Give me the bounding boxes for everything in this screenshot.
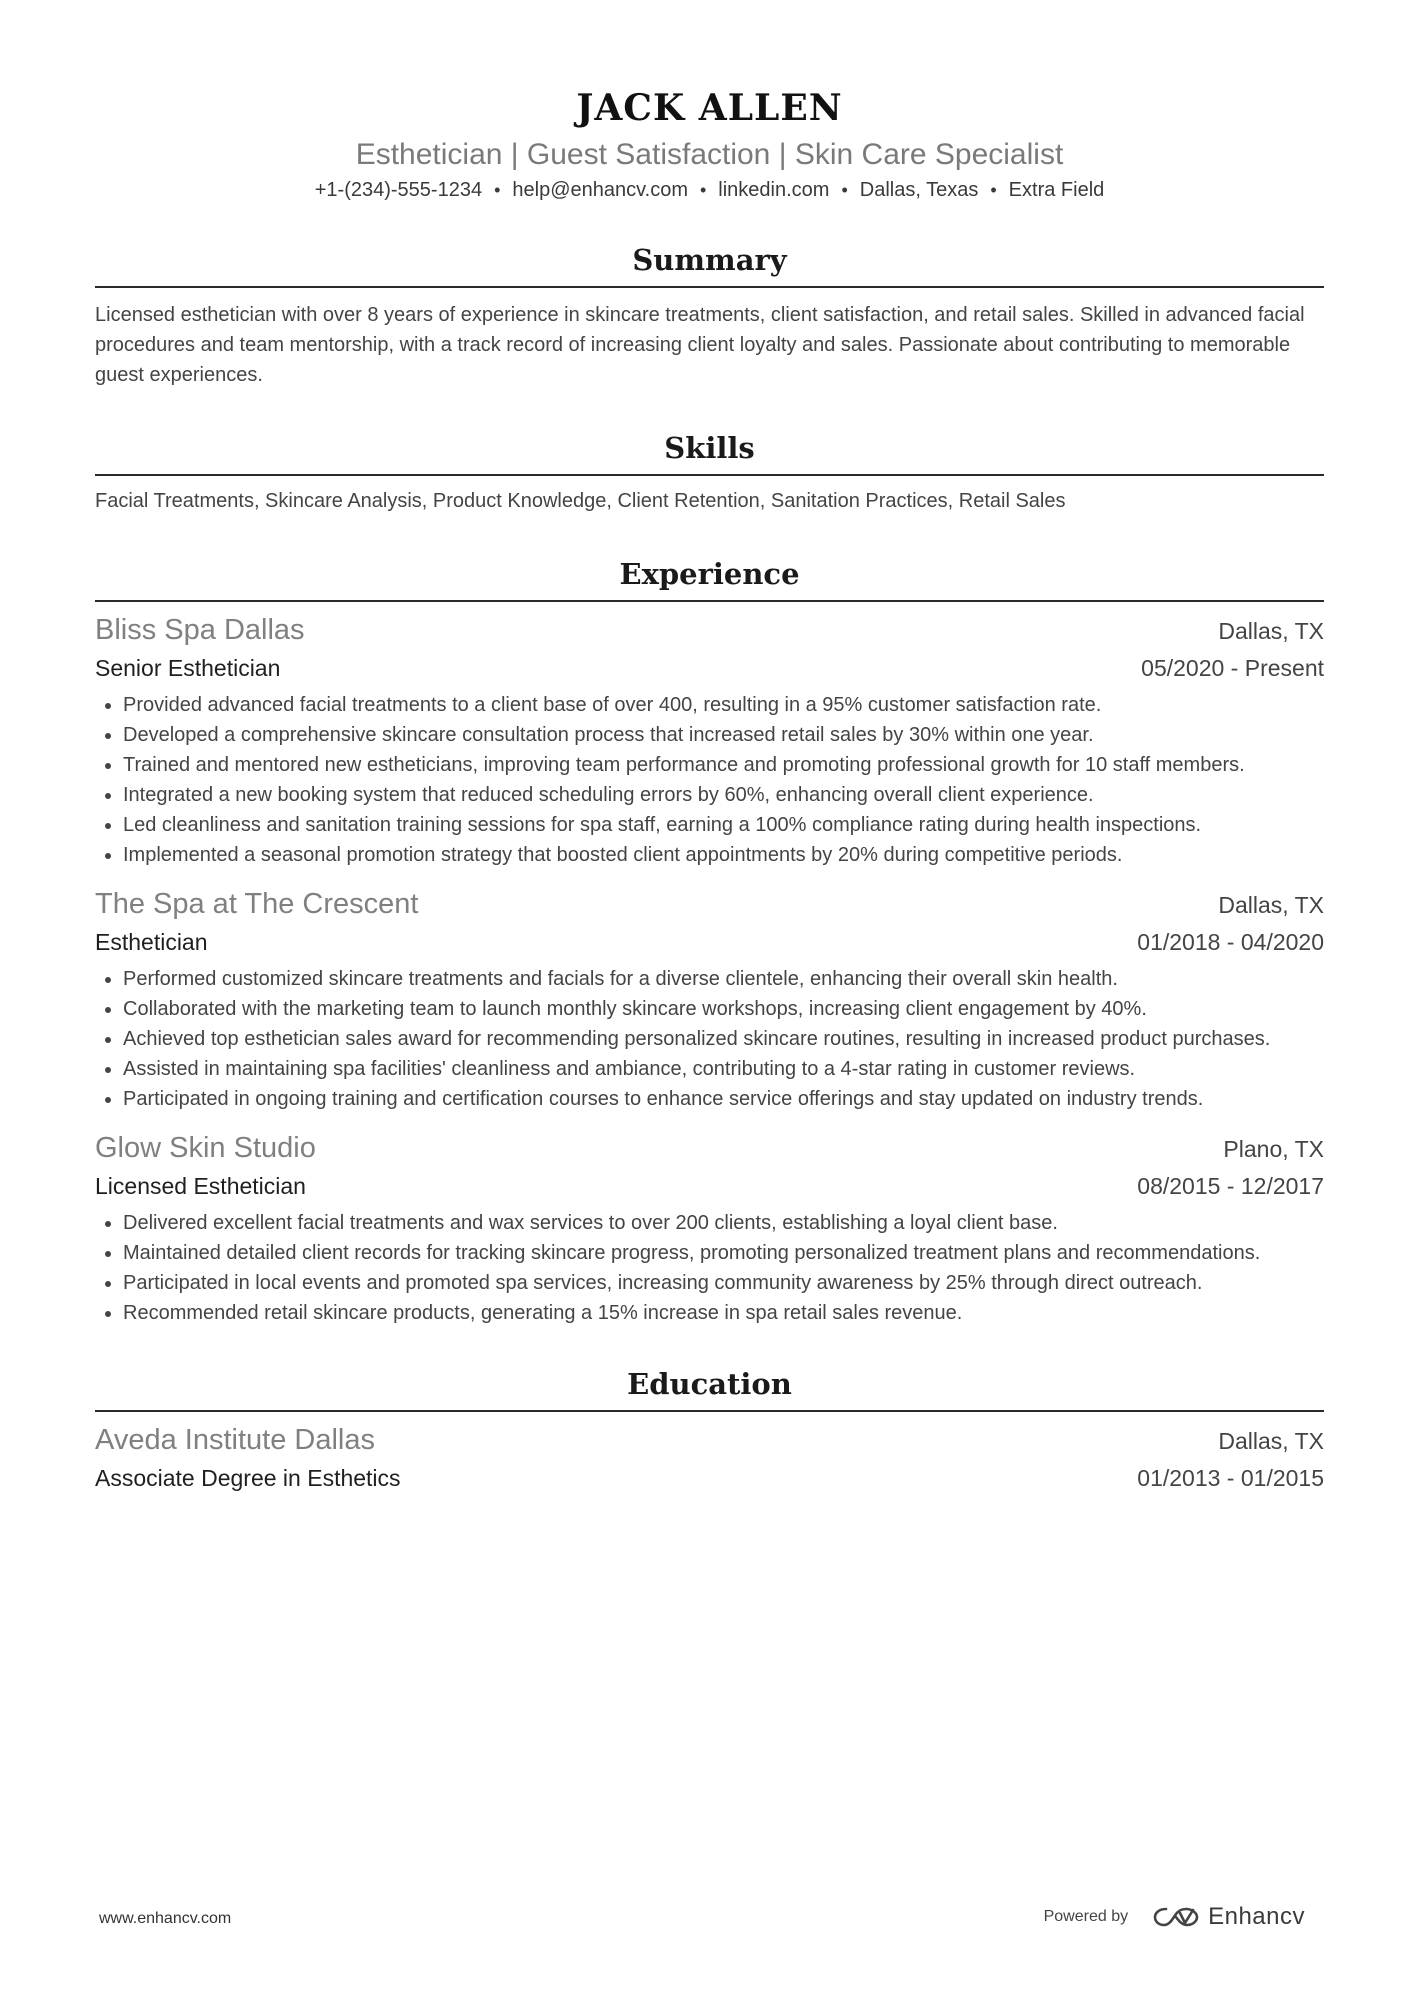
entry-subheader-row bbox=[95, 924, 1324, 960]
skills-section bbox=[95, 428, 1324, 516]
entry-subheader-row bbox=[95, 650, 1324, 686]
entry-header-row bbox=[95, 884, 1324, 924]
powered-by-label: Powered by bbox=[1043, 1908, 1129, 1925]
experience-entry bbox=[95, 884, 1324, 1114]
list-item: • Developed a comprehensive skincare consultation process that increased retail sales by 30% within one year. bbox=[123, 720, 1324, 750]
list-item: • Delivered excellent facial treatments and wax services to over 200 clients, establishing a loyal client base. bbox=[123, 1208, 1324, 1238]
contact-separator: • bbox=[841, 180, 848, 200]
job-bullets bbox=[95, 964, 1324, 1114]
entry-subheader-row bbox=[95, 1168, 1324, 1204]
company-name: Glow Skin Studio bbox=[95, 1132, 316, 1164]
contact-separator: • bbox=[494, 180, 501, 200]
skills-text: Facial Treatments, Skincare Analysis, Product Knowledge, Client Retention, Sanitation Practices, Retail Sales bbox=[95, 490, 1066, 512]
list-item: • Participated in ongoing training and certification courses to enhance service offerings and stay updated on industry trends. bbox=[123, 1084, 1324, 1114]
entry-header-row bbox=[95, 610, 1324, 650]
experience-entry bbox=[95, 1128, 1324, 1328]
job-title: Esthetician bbox=[95, 929, 208, 955]
candidate-name: JACK ALLEN bbox=[576, 87, 843, 129]
section-divider bbox=[95, 474, 1324, 476]
education-entry bbox=[95, 1420, 1324, 1496]
list-item: • Provided advanced facial treatments to a client base of over 400, resulting in a 95% customer satisfaction rate. bbox=[123, 690, 1324, 720]
company-name: The Spa at The Crescent bbox=[95, 888, 419, 920]
contact-line bbox=[95, 176, 1324, 204]
job-location: Dallas, TX bbox=[1218, 892, 1324, 918]
candidate-tagline: Esthetician | Guest Satisfaction | Skin Care Specialist bbox=[355, 138, 1064, 171]
degree-name: Associate Degree in Esthetics bbox=[95, 1465, 401, 1491]
summary-section bbox=[95, 240, 1324, 390]
education-dates: 01/2013 - 01/2015 bbox=[1137, 1465, 1324, 1491]
job-dates: 08/2015 - 12/2017 bbox=[1137, 1173, 1324, 1199]
job-bullets bbox=[95, 690, 1324, 870]
list-item: • Collaborated with the marketing team to launch monthly skincare workshops, increasing client engagement by 40%. bbox=[123, 994, 1324, 1024]
school-location: Dallas, TX bbox=[1218, 1428, 1324, 1454]
section-divider bbox=[95, 1410, 1324, 1412]
resume-header bbox=[95, 0, 1324, 204]
company-name: Bliss Spa Dallas bbox=[95, 614, 305, 646]
list-item: • Assisted in maintaining spa facilities' cleanliness and ambiance, contributing to a 4-star rating in customer reviews. bbox=[123, 1054, 1324, 1084]
list-item: • Achieved top esthetician sales award for recommending personalized skincare routines, resulting in increased product purchases. bbox=[123, 1024, 1324, 1054]
list-item: • Performed customized skincare treatments and facials for a diverse clientele, enhancing their overall skin health. bbox=[123, 964, 1324, 994]
experience-entry bbox=[95, 610, 1324, 870]
contact-linkedin[interactable]: linkedin.com bbox=[718, 179, 830, 201]
enhancv-logo-icon bbox=[1152, 1904, 1200, 1930]
section-title-skills: Skills bbox=[664, 431, 755, 465]
list-item: • Participated in local events and promoted spa services, increasing community awareness by 25% through direct outreach. bbox=[123, 1268, 1324, 1298]
job-location: Plano, TX bbox=[1223, 1136, 1324, 1162]
school-name: Aveda Institute Dallas bbox=[95, 1424, 375, 1456]
contact-separator: • bbox=[699, 180, 707, 200]
job-location: Dallas, TX bbox=[1218, 618, 1324, 644]
experience-section bbox=[95, 554, 1324, 1328]
job-bullets bbox=[95, 1208, 1324, 1328]
job-dates: 05/2020 - Present bbox=[1141, 655, 1324, 681]
entry-header-row bbox=[95, 1128, 1324, 1168]
contact-extra-field: Extra Field bbox=[1008, 179, 1105, 201]
contact-location: Dallas, Texas bbox=[859, 179, 979, 201]
list-item: • Recommended retail skincare products, generating a 15% increase in spa retail sales revenue. bbox=[123, 1298, 1324, 1328]
section-title-education: Education bbox=[627, 1367, 792, 1401]
list-item: • Maintained detailed client records for tracking skincare progress, promoting personalized treatment plans and recommendations. bbox=[123, 1238, 1324, 1268]
footer-website[interactable]: www.enhancv.com bbox=[99, 1910, 232, 1927]
job-title: Senior Esthetician bbox=[95, 655, 281, 681]
brand-logo[interactable] bbox=[1152, 1903, 1305, 1931]
list-item: • Integrated a new booking system that reduced scheduling errors by 60%, enhancing overall client experience. bbox=[123, 780, 1324, 810]
section-title-summary: Summary bbox=[632, 243, 787, 277]
job-dates: 01/2018 - 04/2020 bbox=[1137, 929, 1324, 955]
contact-email[interactable]: help@enhancv.com bbox=[512, 179, 688, 201]
brand-name: Enhancv bbox=[1208, 1903, 1305, 1930]
footer-branding bbox=[1044, 1903, 1305, 1931]
entry-subheader-row bbox=[95, 1460, 1324, 1496]
education-section bbox=[95, 1364, 1324, 1496]
list-item: • Implemented a seasonal promotion strategy that boosted client appointments by 20% during competitive periods. bbox=[123, 840, 1324, 870]
list-item: • Trained and mentored new estheticians, improving team performance and promoting professional growth for 10 staff members. bbox=[123, 750, 1324, 780]
entry-header-row bbox=[95, 1420, 1324, 1460]
section-title-experience: Experience bbox=[619, 557, 800, 591]
contact-phone[interactable]: +1-(234)-555-1234 bbox=[314, 179, 483, 201]
section-divider bbox=[95, 600, 1324, 602]
list-item: • Led cleanliness and sanitation training sessions for spa staff, earning a 100% compliance rating during health inspections. bbox=[123, 810, 1324, 840]
resume-page bbox=[95, 0, 1324, 1496]
summary-text: Licensed esthetician with over 8 years of experience in skincare treatments, client satisfaction, and retail sales. Skilled in advanced facial procedures and team mentorship, with a track record of increasing client loyalty and sales. Passionate about contributing to memorable guest experiences. bbox=[95, 304, 1305, 386]
job-title: Licensed Esthetician bbox=[95, 1173, 306, 1199]
contact-separator: • bbox=[990, 180, 997, 200]
section-divider bbox=[95, 286, 1324, 288]
